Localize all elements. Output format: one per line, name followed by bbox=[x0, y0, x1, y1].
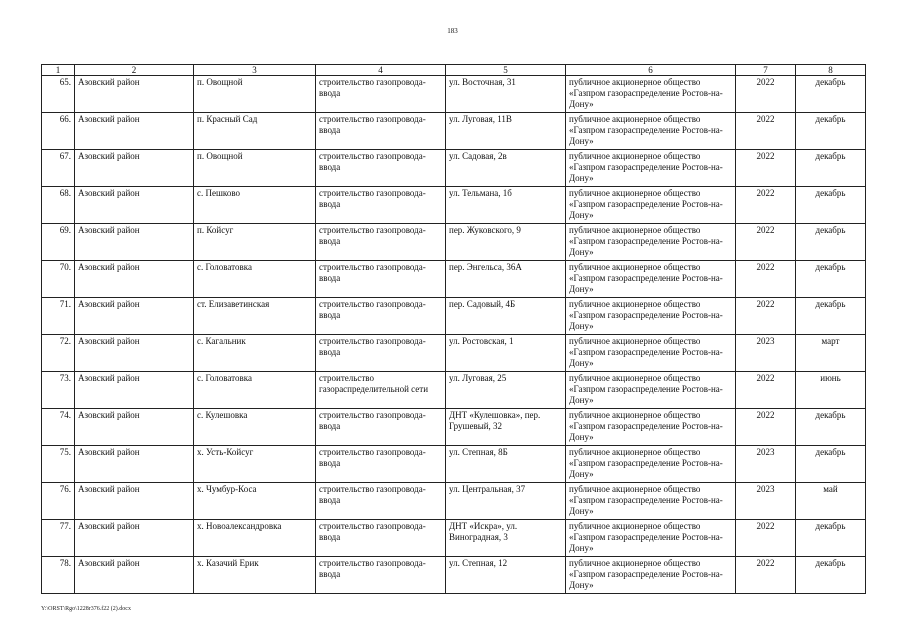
table-row bbox=[42, 76, 866, 113]
table-cell: 66. bbox=[42, 113, 75, 150]
table-cell: 2022 bbox=[736, 409, 796, 446]
table-row bbox=[42, 409, 866, 446]
table-body bbox=[42, 76, 866, 594]
table-cell: 2022 bbox=[736, 261, 796, 298]
page-number: 183 bbox=[447, 27, 458, 35]
table-cell: публичное акционерное общество «Газпром газораспределение Ростов-на-Дону» bbox=[566, 187, 736, 224]
table-cell: Азовский район bbox=[75, 409, 194, 446]
table-cell: декабрь bbox=[796, 113, 866, 150]
table-cell: 67. bbox=[42, 150, 75, 187]
table-cell: 78. bbox=[42, 557, 75, 594]
table-cell: 74. bbox=[42, 409, 75, 446]
column-header-5: 5 bbox=[446, 65, 566, 76]
table-cell: строительство газораспределительной сети bbox=[316, 372, 446, 409]
table-cell: декабрь bbox=[796, 224, 866, 261]
table-cell: строительство газопровода-ввода bbox=[316, 76, 446, 113]
table-cell: 2023 bbox=[736, 483, 796, 520]
table-cell: Азовский район bbox=[75, 298, 194, 335]
table-cell: ул. Луговая, 11В bbox=[446, 113, 566, 150]
table-cell: Азовский район bbox=[75, 150, 194, 187]
table-cell: ул. Садовая, 2в bbox=[446, 150, 566, 187]
table-cell: Азовский район bbox=[75, 76, 194, 113]
table-cell: пер. Садовый, 4Б bbox=[446, 298, 566, 335]
table-cell: 65. bbox=[42, 76, 75, 113]
table-cell: публичное акционерное общество «Газпром газораспределение Ростов-на-Дону» bbox=[566, 224, 736, 261]
table-cell: 2022 bbox=[736, 113, 796, 150]
table-cell: строительство газопровода-ввода bbox=[316, 298, 446, 335]
table-cell: х. Чумбур-Коса bbox=[194, 483, 316, 520]
table-cell: с. Кагальник bbox=[194, 335, 316, 372]
table-row bbox=[42, 520, 866, 557]
table-cell: 68. bbox=[42, 187, 75, 224]
table-cell: декабрь bbox=[796, 187, 866, 224]
table-cell: строительство газопровода-ввода bbox=[316, 335, 446, 372]
table-cell: п. Овощной bbox=[194, 76, 316, 113]
table-cell: строительство газопровода-ввода bbox=[316, 483, 446, 520]
table-cell: 70. bbox=[42, 261, 75, 298]
table-cell: 76. bbox=[42, 483, 75, 520]
table-row bbox=[42, 557, 866, 594]
column-header-8: 8 bbox=[796, 65, 866, 76]
column-header-7: 7 bbox=[736, 65, 796, 76]
table-cell: декабрь bbox=[796, 76, 866, 113]
table-header bbox=[42, 65, 866, 76]
table-cell: 2022 bbox=[736, 224, 796, 261]
table-cell: 71. bbox=[42, 298, 75, 335]
table-cell: строительство газопровода-ввода bbox=[316, 261, 446, 298]
table-cell: 69. bbox=[42, 224, 75, 261]
table-cell: п. Овощной bbox=[194, 150, 316, 187]
table-cell: строительство газопровода-ввода bbox=[316, 150, 446, 187]
table-cell: публичное акционерное общество «Газпром газораспределение Ростов-на-Дону» bbox=[566, 372, 736, 409]
table-cell: публичное акционерное общество «Газпром газораспределение Ростов-на-Дону» bbox=[566, 76, 736, 113]
table-row bbox=[42, 372, 866, 409]
table-cell: публичное акционерное общество «Газпром газораспределение Ростов-на-Дону» bbox=[566, 298, 736, 335]
table-row bbox=[42, 187, 866, 224]
table-cell: публичное акционерное общество «Газпром газораспределение Ростов-на-Дону» bbox=[566, 335, 736, 372]
table-cell: строительство газопровода-ввода bbox=[316, 520, 446, 557]
table-cell: ДНТ «Кулешовка», пер. Грушевый, 32 bbox=[446, 409, 566, 446]
table-cell: ул. Степная, 12 bbox=[446, 557, 566, 594]
column-header-2: 2 bbox=[75, 65, 194, 76]
table-cell: пер. Жуковского, 9 bbox=[446, 224, 566, 261]
table-cell: с. Пешково bbox=[194, 187, 316, 224]
table-cell: строительство газопровода-ввода bbox=[316, 446, 446, 483]
table-cell: декабрь bbox=[796, 446, 866, 483]
table-row bbox=[42, 483, 866, 520]
table-cell: декабрь bbox=[796, 261, 866, 298]
table-cell: декабрь bbox=[796, 557, 866, 594]
table-cell: с. Головатовка bbox=[194, 261, 316, 298]
table-cell: строительство газопровода-ввода bbox=[316, 113, 446, 150]
table-cell: март bbox=[796, 335, 866, 372]
file-path-footer: Y:\ORST\Rgo\1228r376.f22 (2).docx bbox=[41, 606, 131, 612]
table-cell: публичное акционерное общество «Газпром газораспределение Ростов-на-Дону» bbox=[566, 483, 736, 520]
table-row bbox=[42, 335, 866, 372]
table-cell: Азовский район bbox=[75, 261, 194, 298]
table-cell: 75. bbox=[42, 446, 75, 483]
table-row bbox=[42, 113, 866, 150]
table-cell: ДНТ «Искра», ул. Виноградная, 3 bbox=[446, 520, 566, 557]
table-cell: строительство газопровода-ввода bbox=[316, 224, 446, 261]
table-cell: Азовский район bbox=[75, 224, 194, 261]
table-cell: публичное акционерное общество «Газпром газораспределение Ростов-на-Дону» bbox=[566, 113, 736, 150]
column-header-4: 4 bbox=[316, 65, 446, 76]
table-cell: ул. Ростовская, 1 bbox=[446, 335, 566, 372]
table-cell: публичное акционерное общество «Газпром газораспределение Ростов-на-Дону» bbox=[566, 557, 736, 594]
table-cell: строительство газопровода-ввода bbox=[316, 409, 446, 446]
table-cell: Азовский район bbox=[75, 446, 194, 483]
table-cell: публичное акционерное общество «Газпром газораспределение Ростов-на-Дону» bbox=[566, 409, 736, 446]
table-cell: ул. Центральная, 37 bbox=[446, 483, 566, 520]
table-cell: декабрь bbox=[796, 409, 866, 446]
table-cell: п. Красный Сад bbox=[194, 113, 316, 150]
table-cell: строительство газопровода-ввода bbox=[316, 187, 446, 224]
table-cell: с. Кулешовка bbox=[194, 409, 316, 446]
table-cell: 2022 bbox=[736, 372, 796, 409]
table-row bbox=[42, 298, 866, 335]
table-cell: декабрь bbox=[796, 150, 866, 187]
table-cell: ст. Елизаветинская bbox=[194, 298, 316, 335]
table-cell: х. Новоалександровка bbox=[194, 520, 316, 557]
table-cell: 2022 bbox=[736, 76, 796, 113]
table-cell: публичное акционерное общество «Газпром газораспределение Ростов-на-Дону» bbox=[566, 261, 736, 298]
table-cell: х. Усть-Койсуг bbox=[194, 446, 316, 483]
table-cell: Азовский район bbox=[75, 557, 194, 594]
table-cell: строительство газопровода-ввода bbox=[316, 557, 446, 594]
table-cell: с. Головатовка bbox=[194, 372, 316, 409]
table-cell: 77. bbox=[42, 520, 75, 557]
table-cell: публичное акционерное общество «Газпром газораспределение Ростов-на-Дону» bbox=[566, 520, 736, 557]
table-cell: декабрь bbox=[796, 298, 866, 335]
table-cell: Азовский район bbox=[75, 187, 194, 224]
table-cell: 2022 bbox=[736, 187, 796, 224]
table-cell: 2022 bbox=[736, 520, 796, 557]
table-cell: х. Казачий Ерик bbox=[194, 557, 316, 594]
table-cell: ул. Степная, 8Б bbox=[446, 446, 566, 483]
table-cell: Азовский район bbox=[75, 113, 194, 150]
table-cell: декабрь bbox=[796, 520, 866, 557]
table-cell: июнь bbox=[796, 372, 866, 409]
header-row bbox=[42, 65, 866, 76]
table-cell: пер. Энгельса, 36А bbox=[446, 261, 566, 298]
table-cell: Азовский район bbox=[75, 483, 194, 520]
table-row bbox=[42, 224, 866, 261]
table-row bbox=[42, 446, 866, 483]
table-cell: п. Койсуг bbox=[194, 224, 316, 261]
table-cell: 2022 bbox=[736, 557, 796, 594]
table-row bbox=[42, 150, 866, 187]
table-cell: 2022 bbox=[736, 150, 796, 187]
table-cell: 2022 bbox=[736, 298, 796, 335]
table-cell: ул. Тельмана, 1б bbox=[446, 187, 566, 224]
table-cell: публичное акционерное общество «Газпром газораспределение Ростов-на-Дону» bbox=[566, 446, 736, 483]
table-cell: Азовский район bbox=[75, 335, 194, 372]
table-cell: публичное акционерное общество «Газпром газораспределение Ростов-на-Дону» bbox=[566, 150, 736, 187]
table-row bbox=[42, 261, 866, 298]
table-cell: 72. bbox=[42, 335, 75, 372]
table-cell: Азовский район bbox=[75, 372, 194, 409]
table-cell: май bbox=[796, 483, 866, 520]
column-header-3: 3 bbox=[194, 65, 316, 76]
table-cell: 73. bbox=[42, 372, 75, 409]
column-header-6: 6 bbox=[566, 65, 736, 76]
column-header-1: 1 bbox=[42, 65, 75, 76]
table-cell: 2023 bbox=[736, 446, 796, 483]
table-cell: ул. Луговая, 25 bbox=[446, 372, 566, 409]
table-cell: 2023 bbox=[736, 335, 796, 372]
table-cell: ул. Восточная, 31 bbox=[446, 76, 566, 113]
document-table bbox=[41, 64, 866, 594]
table-cell: Азовский район bbox=[75, 520, 194, 557]
